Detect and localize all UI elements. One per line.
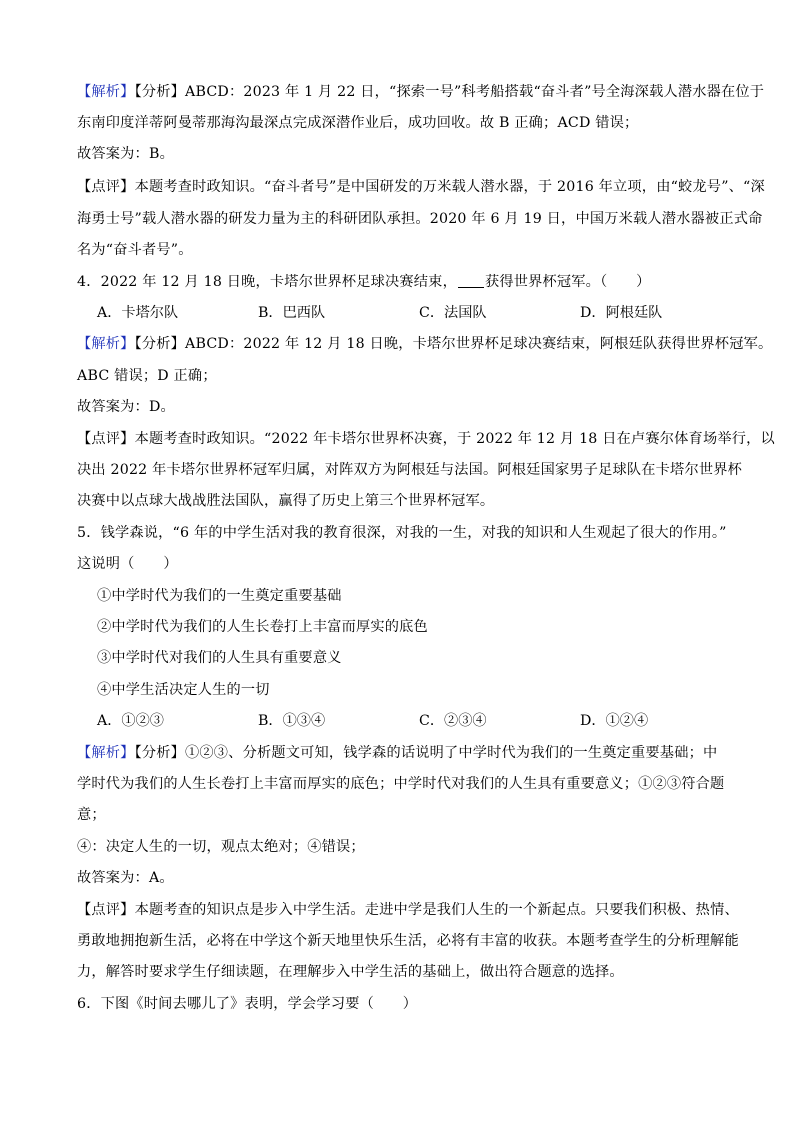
q3-comment-line-1: 【点评】本题考查时政知识。“奋斗者号”是中国研发的万米载人潜水器，于 2016 年立项，由“蛟龙号”、“深	[77, 179, 765, 195]
q3-analysis-line-1: 【解析】【分析】ABCD：2023 年 1 月 22 日，“探索一号”科考船搭载“奋斗者”号全海深载人潜水器在位于	[77, 84, 765, 100]
q5-options	[97, 711, 737, 731]
q5-comment-line-3: 力，解答时要求学生仔细读题，在理解步入中学生活的基础上，做出符合题意的选择。	[77, 964, 624, 980]
q5-comment-line-1: 【点评】本题考查的知识点是步入中学生活。走进中学是我们人生的一个新起点。只要我们积极、热情、	[77, 902, 739, 918]
q3-comment-line-2: 海勇士号”载人潜水器的研发力量为主的科研团队承担。2020 年 6 月 19 日，中国万米载人潜水器被正式命	[77, 211, 763, 227]
q4-analysis-line-2: ABC 错误；D 正确；	[77, 368, 217, 384]
fenxi-tag: 【分析】	[134, 336, 186, 352]
q4-comment-line-2: 决出 2022 年卡塔尔世界杯冠军归属，对阵双方为阿根廷与法国。阿根廷国家男子足球队在卡塔尔世界杯	[77, 462, 742, 478]
q5-statement-2: ②中学时代为我们的人生长卷打上丰富而厚实的底色	[97, 619, 428, 635]
q5-analysis-line-2: 学时代为我们的人生长卷打上丰富而厚实的底色；中学时代对我们的人生具有重要意义；①②③符合题	[77, 776, 725, 792]
answer-blank	[458, 273, 484, 288]
q5-question-line-2: 这说明（ ）	[77, 556, 178, 572]
q5-option-a: A．①②③	[97, 713, 164, 729]
analysis-tag: 【解析】	[77, 336, 135, 352]
q5-option-c: C．②③④	[419, 713, 487, 729]
q6-question-line-1: 6．下图《时间去哪儿了》表明，学会学习要（ ）	[77, 996, 418, 1012]
q5-question-line-1: 5．钱学森说，“6 年的中学生活对我的教育很深，对我的一生，对我的知识和人生观起了很大的作用。”	[77, 525, 727, 541]
q4-options	[97, 303, 737, 323]
fenxi-tag: 【分析】	[134, 84, 186, 100]
q4-comment-line-3: 决赛中以点球大战战胜法国队，赢得了历史上第三个世界杯冠军。	[77, 493, 495, 509]
q3-answer: 故答案为：B。	[77, 146, 174, 162]
q4-option-d: D．阿根廷队	[580, 305, 663, 321]
q5-option-b: B．①③④	[258, 713, 326, 729]
q5-statement-4: ④中学生活决定人生的一切	[97, 682, 270, 698]
comment-tag: 【点评】	[77, 179, 135, 195]
q3-analysis-line-2: 东南印度洋蒂阿曼蒂那海沟最深点完成深潜作业后，成功回收。故 B 正确；ACD 错误；	[77, 115, 639, 131]
q5-statement-1: ①中学时代为我们的一生奠定重要基础	[97, 588, 342, 604]
fenxi-tag: 【分析】	[134, 745, 186, 761]
q4-option-a: A．卡塔尔队	[97, 305, 179, 321]
q5-option-d: D．①②④	[580, 713, 649, 729]
q3-comment-line-3: 名为“奋斗者号”。	[77, 242, 193, 258]
q4-option-c: C．法国队	[419, 305, 487, 321]
analysis-tag: 【解析】	[77, 745, 135, 761]
q5-answer: 故答案为：A。	[77, 870, 174, 886]
q4-analysis-line-1: 【解析】【分析】ABCD：2022 年 12 月 18 日晚，卡塔尔世界杯足球决赛结束，阿根廷队获得世界杯冠军。	[77, 336, 773, 352]
q5-analysis-line-3: 意；	[77, 807, 106, 823]
q4-question: 4．2022 年 12 月 18 日晚，卡塔尔世界杯足球决赛结束， 获得世界杯冠军。（ ）	[77, 274, 651, 290]
q4-option-b: B．巴西队	[258, 305, 326, 321]
comment-tag: 【点评】	[77, 902, 135, 918]
q5-statement-3: ③中学时代对我们的人生具有重要意义	[97, 650, 342, 666]
q5-analysis-line-4: ④：决定人生的一切，观点太绝对；④错误；	[77, 839, 365, 855]
comment-tag: 【点评】	[77, 431, 135, 447]
analysis-tag: 【解析】	[77, 84, 135, 100]
q5-analysis-line-1: 【解析】【分析】①②③、分析题文可知，钱学森的话说明了中学时代为我们的一生奠定重要基础；中	[77, 745, 718, 761]
q4-comment-line-1: 【点评】本题考查时政知识。“2022 年卡塔尔世界杯决赛，于 2022 年 12 月 18 日在卢赛尔体育场举行，以	[77, 431, 775, 447]
q5-comment-line-2: 勇敢地拥抱新生活，必将在中学这个新天地里快乐生活，必将有丰富的收获。本题考查学生的分析理解能	[77, 933, 739, 949]
q4-answer: 故答案为：D。	[77, 399, 175, 415]
